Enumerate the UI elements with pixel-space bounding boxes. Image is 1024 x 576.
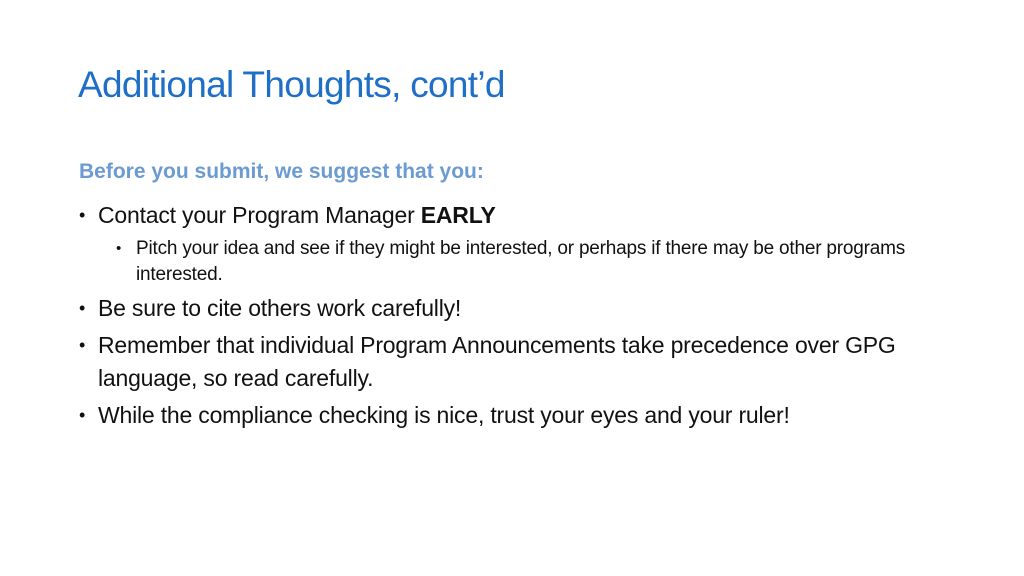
sub-bullet-pitch-idea xyxy=(98,236,959,288)
bullet-text: Remember that individual Program Announcements take precedence over GPG language, so read carefully. xyxy=(98,332,896,391)
sub-bullet-list xyxy=(79,236,959,288)
bullet-compliance-checking xyxy=(79,399,959,432)
bullet-glyph: • xyxy=(79,205,86,225)
bullet-text: Contact your Program Manager xyxy=(98,202,421,228)
bullet-text: Be sure to cite others work carefully! xyxy=(98,295,462,321)
bullet-list xyxy=(79,199,959,436)
bullet-glyph: • xyxy=(79,405,86,425)
bullet-program-announcements xyxy=(79,329,959,395)
bullet-text: While the compliance checking is nice, trust your eyes and your ruler! xyxy=(98,402,790,428)
slide-title: Additional Thoughts, cont’d xyxy=(78,64,505,105)
sub-bullet-group xyxy=(79,236,959,288)
bullet-glyph: • xyxy=(79,298,86,318)
sub-bullet-text: Pitch your idea and see if they might be interested, or perhaps if there may be other programs interested. xyxy=(136,238,906,285)
slide-subheading: Before you submit, we suggest that you: xyxy=(79,160,484,183)
bullet-emphasis: EARLY xyxy=(420,202,496,228)
bullet-glyph: • xyxy=(79,335,86,355)
bullet-contact-program-manager xyxy=(79,199,959,232)
sub-bullet-glyph: • xyxy=(116,240,122,257)
bullet-cite-carefully xyxy=(79,292,959,325)
